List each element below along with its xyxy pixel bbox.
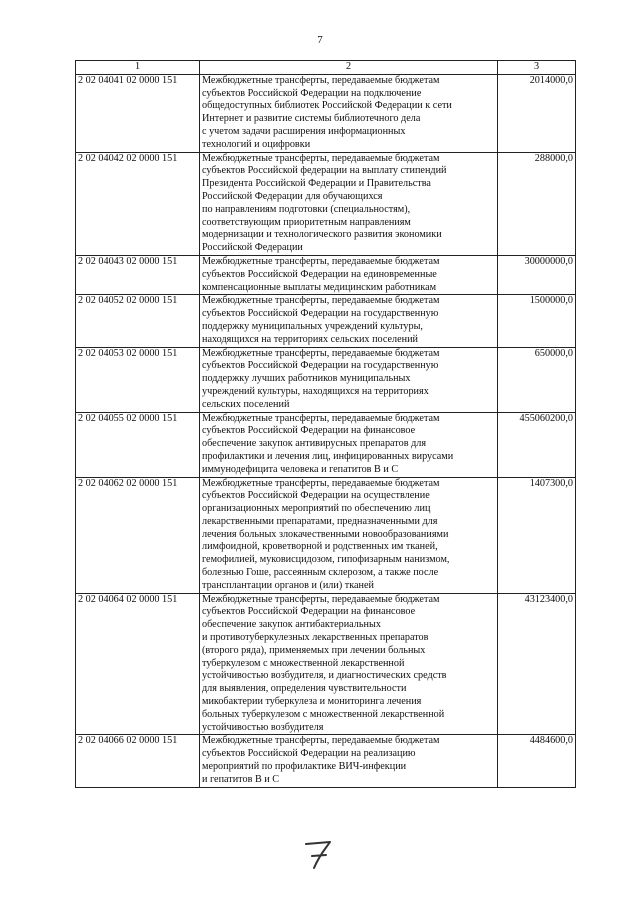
budget-code: 2 02 04043 02 0000 151 [76,255,200,294]
table-row [76,477,576,593]
row-amount: 2014000,0 [498,74,576,152]
budget-code: 2 02 04052 02 0000 151 [76,295,200,347]
row-amount: 43123400,0 [498,593,576,735]
table-row [76,295,576,347]
budget-code: 2 02 04064 02 0000 151 [76,593,200,735]
table-row [76,152,576,255]
budget-code: 2 02 04042 02 0000 151 [76,152,200,255]
table-row [76,255,576,294]
column-header-2: 2 [200,61,498,75]
budget-code: 2 02 04041 02 0000 151 [76,74,200,152]
row-amount: 650000,0 [498,347,576,412]
row-description: Межбюджетные трансферты, передаваемые бюджетам субъектов Российской Федерации на государственную поддержку лучших работников муниципальных учреждений культуры, находящихся на территориях сельских поселений [200,347,498,412]
row-amount: 455060200,0 [498,412,576,477]
budget-code: 2 02 04066 02 0000 151 [76,735,200,787]
table-row [76,347,576,412]
row-amount: 4484600,0 [498,735,576,787]
table-row [76,593,576,735]
row-description: Межбюджетные трансферты, передаваемые бюджетам субъектов Российской Федерации на финансовое обеспечение закупок антивирусных препаратов для профилактики и лечения лиц, инфицированных вирусами иммунодефицита человека и гепатитов В и С [200,412,498,477]
page-number: 7 [317,34,323,46]
row-amount: 1407300,0 [498,477,576,593]
row-description: Межбюджетные трансферты, передаваемые бюджетам субъектов Российской Федерации на государственную поддержку муниципальных учреждений культуры, находящихся на территориях сельских поселений [200,295,498,347]
table-header-row [76,61,576,75]
column-header-1: 1 [76,61,200,75]
table-row [76,735,576,787]
column-header-3: 3 [498,61,576,75]
row-description: Межбюджетные трансферты, передаваемые бюджетам субъектов Российской Федерации на подключение общедоступных библиотек Российской Федерации к сети Интернет и развитие системы библиотечного дела с учетом задачи расширения информационных технологий и оцифровки [200,74,498,152]
budget-code: 2 02 04053 02 0000 151 [76,347,200,412]
row-description: Межбюджетные трансферты, передаваемые бюджетам субъектов Российской Федерации на реализацию мероприятий по профилактике ВИЧ-инфекции и гепатитов В и С [200,735,498,787]
budget-code: 2 02 04055 02 0000 151 [76,412,200,477]
row-amount: 30000000,0 [498,255,576,294]
row-description: Межбюджетные трансферты, передаваемые бюджетам субъектов Российской Федерации на осуществление организационных мероприятий по обеспечению лиц лекарственными препаратами, предназначенными для лечения больных злокачественными новообразованиями лимфоидной, кроветворной и родственных им тканей, гемофилией, муковисцидозом, гипофизарным нанизмом, болезнью Гоше, рассеянным склерозом, а также после трансплантации органов и (или) тканей [200,477,498,593]
row-amount: 288000,0 [498,152,576,255]
row-amount: 1500000,0 [498,295,576,347]
handwritten-initial-signature [300,838,340,872]
table-row [76,412,576,477]
row-description: Межбюджетные трансферты, передаваемые бюджетам субъектов Российской Федерации на единовременные компенсационные выплаты медицинским работникам [200,255,498,294]
budget-table [75,60,576,788]
table-row [76,74,576,152]
budget-code: 2 02 04062 02 0000 151 [76,477,200,593]
row-description: Межбюджетные трансферты, передаваемые бюджетам субъектов Российской Федерации на финансовое обеспечение закупок антибактериальных и противотуберкулезных лекарственных препаратов (второго ряда), применяемых при лечении больных туберкулезом с множественной лекарственной устойчивостью возбудителя, и диагностических средств для выявления, определения чувствительности микобактерии туберкулеза и мониторинга лечения больных туберкулезом с множественной лекарственной устойчивостью возбудителя [200,593,498,735]
row-description: Межбюджетные трансферты, передаваемые бюджетам субъектов Российской федерации на выплату стипендий Президента Российской Федерации и Правительства Российской Федерации для обучающихся по направлениям подготовки (специальностям), соответствующим приоритетным направлениям модернизации и технологического развития экономики Российской Федерации [200,152,498,255]
